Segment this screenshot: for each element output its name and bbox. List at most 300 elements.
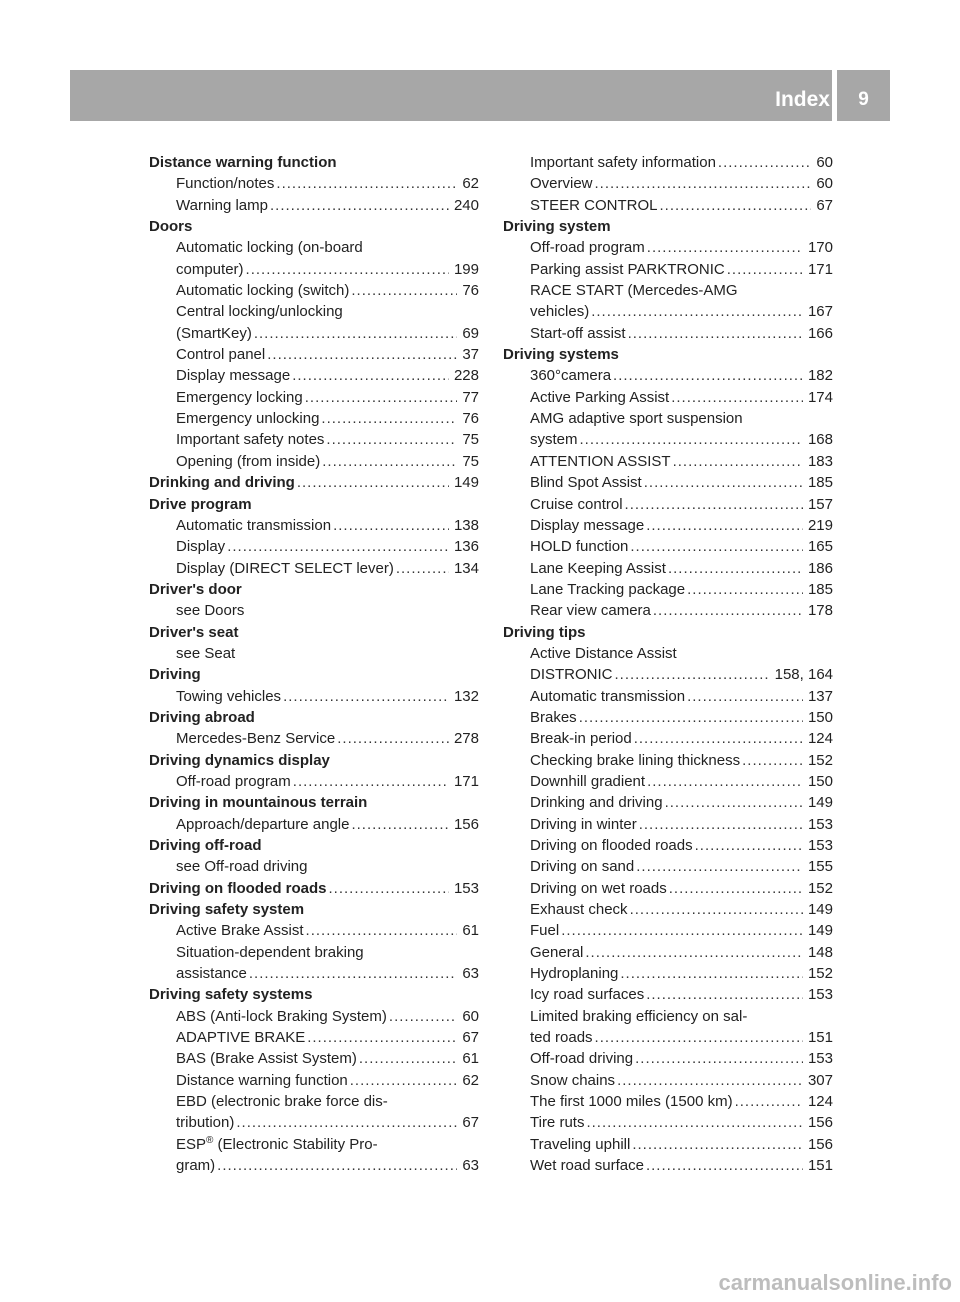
entry-text: Automatic transmission bbox=[530, 687, 686, 705]
dot-leader bbox=[396, 558, 449, 579]
index-subentry-text: Automatic locking (on-board bbox=[176, 239, 363, 257]
entry-text: Blind Spot Assist bbox=[530, 474, 642, 492]
entry-text: Driving on flooded roads bbox=[530, 837, 693, 854]
entry-text: Cruise control bbox=[530, 495, 623, 513]
dot-leader bbox=[617, 1070, 803, 1091]
page-reference: 153 bbox=[807, 837, 833, 854]
index-column-left bbox=[149, 152, 479, 1177]
index-subentry bbox=[503, 472, 833, 493]
page-reference: 76 bbox=[462, 410, 479, 428]
index-heading: Driving tips bbox=[503, 623, 586, 641]
page-title: Index bbox=[775, 88, 830, 111]
dot-leader bbox=[580, 429, 803, 450]
index-subentry bbox=[149, 451, 479, 472]
dot-leader bbox=[305, 387, 458, 408]
index-subentry bbox=[503, 579, 833, 600]
page-reference: 150 bbox=[807, 772, 833, 790]
dot-leader bbox=[647, 771, 803, 792]
entry-text: Downhill gradient bbox=[530, 772, 646, 790]
entry-text: system bbox=[530, 431, 578, 449]
index-subentry bbox=[503, 1070, 833, 1091]
index-subentry bbox=[503, 942, 833, 963]
entry-text: Opening (from inside) bbox=[176, 452, 321, 470]
index-subentry bbox=[503, 1112, 833, 1133]
dot-leader bbox=[632, 1134, 803, 1155]
page-reference: 186 bbox=[807, 559, 833, 577]
entry-text: ADAPTIVE BRAKE bbox=[176, 1029, 306, 1047]
entry-text: computer) bbox=[176, 260, 244, 278]
entry-text: vehicles) bbox=[530, 303, 590, 321]
dot-leader bbox=[292, 365, 449, 386]
page-reference: 156 bbox=[807, 1135, 833, 1153]
index-subentry bbox=[503, 558, 833, 579]
index-heading: Distance warning function bbox=[149, 154, 337, 171]
index-subentry bbox=[149, 1048, 479, 1069]
page-reference: 153 bbox=[807, 986, 833, 1004]
index-heading: Driving systems bbox=[503, 346, 619, 364]
dot-leader bbox=[660, 195, 812, 216]
page-reference: 61 bbox=[462, 1050, 479, 1068]
index-subentry bbox=[503, 878, 833, 899]
page-reference: 174 bbox=[807, 388, 833, 406]
entry-text: Driving on wet roads bbox=[530, 879, 667, 897]
page-reference: 153 bbox=[807, 1050, 833, 1068]
entry-text: Driving in winter bbox=[530, 815, 637, 833]
dot-leader bbox=[695, 835, 803, 856]
index-subentry bbox=[149, 323, 479, 344]
entry-text: Important safety notes bbox=[176, 431, 325, 449]
entry-text: Warning lamp bbox=[176, 196, 268, 214]
index-subentry bbox=[503, 152, 833, 173]
page-reference: 171 bbox=[453, 772, 479, 790]
page-reference: 151 bbox=[807, 1157, 833, 1175]
index-subentry-text: see Off-road driving bbox=[176, 858, 308, 876]
entry-text: Driving on flooded roads bbox=[149, 879, 327, 897]
entry-text: HOLD function bbox=[530, 538, 629, 556]
index-subentry-text: see Seat bbox=[176, 644, 236, 662]
page-reference: 167 bbox=[807, 303, 833, 321]
entry-text: Drinking and driving bbox=[530, 794, 663, 812]
index-subentry bbox=[503, 600, 833, 621]
index-subentry bbox=[503, 1155, 833, 1176]
index-subentry bbox=[149, 814, 479, 835]
index-subentry bbox=[503, 323, 833, 344]
index-subentry bbox=[149, 387, 479, 408]
page-reference: 165 bbox=[807, 538, 833, 556]
page-reference: 61 bbox=[462, 922, 479, 940]
entry-text: ATTENTION ASSIST bbox=[530, 452, 671, 470]
dot-leader bbox=[217, 1155, 457, 1176]
entry-text: Exhaust check bbox=[530, 901, 628, 919]
dot-leader bbox=[630, 536, 803, 557]
index-subentry bbox=[149, 1070, 479, 1091]
dot-leader bbox=[646, 1155, 803, 1176]
entry-text: Control panel bbox=[176, 346, 266, 364]
entry-text: Icy road surfaces bbox=[530, 986, 645, 1004]
page-reference: 60 bbox=[462, 1007, 479, 1025]
index-subentry-text: Active Distance Assist bbox=[530, 644, 677, 662]
dot-leader bbox=[326, 429, 457, 450]
page-reference: 138 bbox=[453, 516, 479, 534]
dot-leader bbox=[267, 344, 457, 365]
page-reference: 63 bbox=[462, 965, 479, 983]
page-reference: 75 bbox=[462, 452, 479, 470]
page-reference: 183 bbox=[807, 452, 833, 470]
dot-leader bbox=[595, 173, 812, 194]
page-reference: 136 bbox=[453, 538, 479, 556]
index-subentry bbox=[149, 1155, 479, 1176]
index-subentry bbox=[149, 728, 479, 749]
index-subentry bbox=[503, 686, 833, 707]
page-reference: 63 bbox=[462, 1157, 479, 1175]
entry-text: Automatic transmission bbox=[176, 516, 332, 534]
entry-text: DISTRONIC bbox=[530, 666, 613, 684]
dot-leader bbox=[718, 152, 811, 173]
entry-text: Fuel bbox=[530, 922, 560, 940]
dot-leader bbox=[671, 387, 803, 408]
page-reference: 124 bbox=[807, 730, 833, 748]
entry-text: ted roads bbox=[530, 1029, 593, 1047]
page-reference: 307 bbox=[807, 1071, 833, 1089]
entry-text: assistance bbox=[176, 965, 247, 983]
entry-text: Traveling uphill bbox=[530, 1135, 631, 1153]
dot-leader bbox=[735, 1091, 803, 1112]
page-reference: 75 bbox=[462, 431, 479, 449]
index-subentry bbox=[503, 984, 833, 1005]
index-subentry bbox=[503, 771, 833, 792]
dot-leader bbox=[283, 686, 449, 707]
index-subentry bbox=[503, 387, 833, 408]
page-reference: 152 bbox=[807, 965, 833, 983]
index-heading: Driving safety system bbox=[149, 901, 305, 919]
entry-text: Overview bbox=[530, 175, 593, 193]
dot-leader bbox=[665, 792, 803, 813]
entry-text: Brakes bbox=[530, 708, 577, 726]
index-subentry bbox=[149, 259, 479, 280]
entry-text: The first 1000 miles (1500 km) bbox=[530, 1093, 733, 1111]
dot-leader bbox=[635, 1048, 803, 1069]
page-reference: 152 bbox=[807, 751, 833, 769]
index-subentry bbox=[503, 963, 833, 984]
index-heading: Driving abroad bbox=[149, 708, 255, 726]
index-subentry bbox=[503, 173, 833, 194]
page-reference: 155 bbox=[807, 858, 833, 876]
dot-leader bbox=[307, 1027, 457, 1048]
page-reference: 149 bbox=[453, 474, 479, 492]
page-reference: 219 bbox=[807, 516, 833, 534]
page-reference: 168 bbox=[807, 431, 833, 449]
entry-text: Emergency locking bbox=[176, 388, 303, 406]
entry-text: (SmartKey) bbox=[176, 324, 252, 342]
page-reference: 62 bbox=[462, 175, 479, 193]
dot-leader bbox=[636, 856, 803, 877]
entry-text: Approach/departure angle bbox=[176, 815, 350, 833]
dot-leader bbox=[647, 237, 803, 258]
dot-leader bbox=[653, 600, 803, 621]
page-reference: 67 bbox=[816, 196, 833, 214]
page-reference: 132 bbox=[453, 687, 479, 705]
page-reference: 67 bbox=[462, 1114, 479, 1132]
index-heading: Driving safety systems bbox=[149, 986, 313, 1004]
entry-text: Important safety information bbox=[530, 154, 716, 171]
entry-text: Start-off assist bbox=[530, 324, 626, 342]
dot-leader bbox=[595, 1027, 803, 1048]
dot-leader bbox=[306, 920, 458, 941]
page-reference: 240 bbox=[453, 196, 479, 214]
page-reference: 149 bbox=[807, 794, 833, 812]
page-reference: 185 bbox=[807, 474, 833, 492]
entry-text: Automatic locking (switch) bbox=[176, 282, 350, 300]
index-subentry bbox=[149, 1006, 479, 1027]
entry-text: Snow chains bbox=[530, 1071, 616, 1089]
index-subentry bbox=[503, 728, 833, 749]
entry-text: Tire ruts bbox=[530, 1114, 585, 1132]
entry-text: STEER CONTROL bbox=[530, 196, 658, 214]
dot-leader bbox=[585, 942, 803, 963]
index-subentry bbox=[503, 494, 833, 515]
entry-text: Rear view camera bbox=[530, 602, 651, 620]
dot-leader bbox=[337, 728, 449, 749]
index-subentry bbox=[149, 344, 479, 365]
page-reference: 148 bbox=[807, 943, 833, 961]
entry-text: gram) bbox=[176, 1157, 216, 1175]
index-subentry bbox=[503, 1027, 833, 1048]
dot-leader bbox=[236, 1112, 457, 1133]
dot-leader bbox=[246, 259, 449, 280]
dot-leader bbox=[644, 472, 803, 493]
dot-leader bbox=[254, 323, 457, 344]
dot-leader bbox=[673, 451, 803, 472]
dot-leader bbox=[742, 750, 803, 771]
index-subentry-text: EBD (electronic brake force dis- bbox=[176, 1093, 388, 1111]
dot-leader bbox=[639, 814, 803, 835]
page-reference: 134 bbox=[453, 559, 479, 577]
index-subentry bbox=[149, 1112, 479, 1133]
dot-leader bbox=[630, 899, 803, 920]
index-subentry bbox=[149, 771, 479, 792]
entry-text: tribution) bbox=[176, 1114, 235, 1132]
page-reference: 199 bbox=[453, 260, 479, 278]
dot-leader bbox=[628, 323, 803, 344]
index-subentry bbox=[503, 451, 833, 472]
index-subentry bbox=[149, 173, 479, 194]
dot-leader bbox=[613, 365, 803, 386]
index-subentry bbox=[149, 963, 479, 984]
entry-text: ESP bbox=[176, 1135, 207, 1153]
index-heading: Driving in mountainous terrain bbox=[149, 794, 368, 812]
index-subentry bbox=[149, 408, 479, 429]
index-subentry bbox=[503, 792, 833, 813]
page-reference: 178 bbox=[807, 602, 833, 620]
index-heading-entry bbox=[149, 472, 479, 493]
dot-leader bbox=[322, 451, 457, 472]
index-subentry bbox=[503, 195, 833, 216]
index-subentry bbox=[149, 558, 479, 579]
registered-mark: ® bbox=[206, 1134, 214, 1146]
page-reference: 37 bbox=[462, 346, 479, 364]
index-subentry bbox=[503, 515, 833, 536]
index-heading: Driving bbox=[149, 666, 201, 684]
entry-text: Drinking and driving bbox=[149, 474, 295, 492]
index-subentry bbox=[503, 707, 833, 728]
entry-text: Driving on sand bbox=[530, 858, 635, 876]
index-subentry bbox=[503, 237, 833, 258]
dot-leader bbox=[389, 1006, 457, 1027]
dot-leader bbox=[351, 280, 457, 301]
index-subentry bbox=[149, 195, 479, 216]
entry-text: Emergency unlocking bbox=[176, 410, 320, 428]
index-subentry bbox=[503, 429, 833, 450]
index-subentry-text bbox=[149, 1134, 479, 1155]
entry-text: BAS (Brake Assist System) bbox=[176, 1050, 357, 1068]
entry-text: Display message bbox=[176, 367, 291, 385]
index-subentry bbox=[503, 750, 833, 771]
entry-text: Mercedes-Benz Service bbox=[176, 730, 336, 748]
dot-leader bbox=[625, 494, 803, 515]
index-heading: Driving dynamics display bbox=[149, 751, 330, 769]
index-subentry bbox=[503, 365, 833, 386]
dot-leader bbox=[270, 195, 449, 216]
dot-leader bbox=[359, 1048, 457, 1069]
entry-text: Distance warning function bbox=[176, 1071, 348, 1089]
page-reference: 182 bbox=[807, 367, 833, 385]
page-reference: 77 bbox=[462, 388, 479, 406]
dot-leader bbox=[297, 472, 449, 493]
entry-text: Wet road surface bbox=[530, 1157, 644, 1175]
header-bar bbox=[70, 70, 890, 121]
page-reference: 157 bbox=[807, 495, 833, 513]
index-subentry bbox=[149, 1027, 479, 1048]
entry-text: Towing vehicles bbox=[176, 687, 282, 705]
index-heading: Driver's seat bbox=[149, 623, 239, 641]
page-reference: 185 bbox=[807, 580, 833, 598]
index-subentry bbox=[503, 856, 833, 877]
index-subentry-text: Situation-dependent braking bbox=[176, 943, 364, 961]
page-reference: 76 bbox=[462, 282, 479, 300]
dot-leader bbox=[615, 664, 770, 685]
index-heading: Driver's door bbox=[149, 580, 242, 598]
index-subentry-text: AMG adaptive sport suspension bbox=[530, 410, 743, 428]
dot-leader bbox=[293, 771, 449, 792]
dot-leader bbox=[687, 579, 803, 600]
index-heading: Driving system bbox=[503, 218, 611, 236]
page-reference: 67 bbox=[462, 1029, 479, 1047]
index-subentry bbox=[503, 1091, 833, 1112]
page-reference: 153 bbox=[807, 815, 833, 833]
index-heading: Doors bbox=[149, 218, 193, 236]
page-reference: 153 bbox=[453, 879, 479, 897]
entry-text: Off-road program bbox=[176, 772, 291, 790]
dot-leader bbox=[646, 984, 803, 1005]
index-subentry bbox=[503, 899, 833, 920]
dot-leader bbox=[591, 301, 803, 322]
dot-leader bbox=[634, 728, 803, 749]
page-reference: 69 bbox=[462, 324, 479, 342]
entry-text: Active Parking Assist bbox=[530, 388, 670, 406]
entry-text: Break-in period bbox=[530, 730, 632, 748]
index-subentry bbox=[503, 301, 833, 322]
dot-leader bbox=[646, 515, 803, 536]
dot-leader bbox=[333, 515, 449, 536]
entry-text: Off-road program bbox=[530, 239, 645, 257]
page-reference: 149 bbox=[807, 922, 833, 940]
index-subentry bbox=[149, 920, 479, 941]
entry-text: Function/notes bbox=[176, 175, 275, 193]
entry-text: Lane Keeping Assist bbox=[530, 559, 666, 577]
index-subentry-text: Limited braking efficiency on sal- bbox=[530, 1007, 748, 1025]
dot-leader bbox=[727, 259, 803, 280]
index-column-right bbox=[503, 152, 833, 1177]
page-reference: 158, 164 bbox=[774, 666, 833, 684]
index-heading-entry bbox=[149, 878, 479, 899]
dot-leader bbox=[669, 878, 803, 899]
page-reference: 60 bbox=[816, 175, 833, 193]
entry-text: Off-road driving bbox=[530, 1050, 634, 1068]
dot-leader bbox=[687, 686, 803, 707]
dot-leader bbox=[227, 536, 449, 557]
watermark: carmanualsonline.info bbox=[718, 1270, 952, 1295]
entry-text: General bbox=[530, 943, 584, 961]
index-subentry-text: Central locking/unlocking bbox=[176, 303, 343, 321]
page-reference: 149 bbox=[807, 901, 833, 919]
entry-text: Display bbox=[176, 538, 226, 556]
index-subentry bbox=[149, 429, 479, 450]
entry-text-rest: (Electronic Stability Pro- bbox=[213, 1135, 378, 1153]
index-subentry bbox=[503, 259, 833, 280]
page-reference: 60 bbox=[816, 154, 833, 171]
page-reference: 124 bbox=[807, 1093, 833, 1111]
entry-text: Display (DIRECT SELECT lever) bbox=[176, 559, 394, 577]
dot-leader bbox=[276, 173, 457, 194]
page-reference: 171 bbox=[807, 260, 833, 278]
dot-leader bbox=[249, 963, 457, 984]
index-subentry bbox=[149, 536, 479, 557]
entry-text: Checking brake lining thickness bbox=[530, 751, 741, 769]
page-reference: 228 bbox=[453, 367, 479, 385]
index-subentry bbox=[503, 1134, 833, 1155]
index-subentry bbox=[503, 664, 833, 685]
entry-text: ABS (Anti-lock Braking System) bbox=[176, 1007, 387, 1025]
dot-leader bbox=[668, 558, 803, 579]
entry-text: Display message bbox=[530, 516, 645, 534]
index-subentry-text: RACE START (Mercedes-AMG bbox=[530, 282, 738, 300]
index-subentry bbox=[149, 365, 479, 386]
dot-leader bbox=[579, 707, 803, 728]
page-reference: 137 bbox=[807, 687, 833, 705]
index-subentry bbox=[149, 280, 479, 301]
entry-text: 360°camera bbox=[530, 367, 612, 385]
page-reference: 152 bbox=[807, 879, 833, 897]
page-reference: 170 bbox=[807, 239, 833, 257]
index-subentry bbox=[503, 536, 833, 557]
page-reference: 156 bbox=[453, 815, 479, 833]
entry-text: Lane Tracking package bbox=[530, 580, 686, 598]
entry-text: Active Brake Assist bbox=[176, 922, 304, 940]
page-reference: 150 bbox=[807, 708, 833, 726]
page-reference: 156 bbox=[807, 1114, 833, 1132]
index-subentry bbox=[503, 920, 833, 941]
entry-text: Hydroplaning bbox=[530, 965, 619, 983]
dot-leader bbox=[321, 408, 457, 429]
index-subentry-text: see Doors bbox=[176, 602, 245, 620]
page-reference: 278 bbox=[453, 730, 479, 748]
dot-leader bbox=[586, 1112, 803, 1133]
page-reference: 62 bbox=[462, 1071, 479, 1089]
dot-leader bbox=[620, 963, 803, 984]
index-subentry bbox=[149, 686, 479, 707]
dot-leader bbox=[351, 814, 449, 835]
index-heading: Driving off-road bbox=[149, 837, 262, 854]
